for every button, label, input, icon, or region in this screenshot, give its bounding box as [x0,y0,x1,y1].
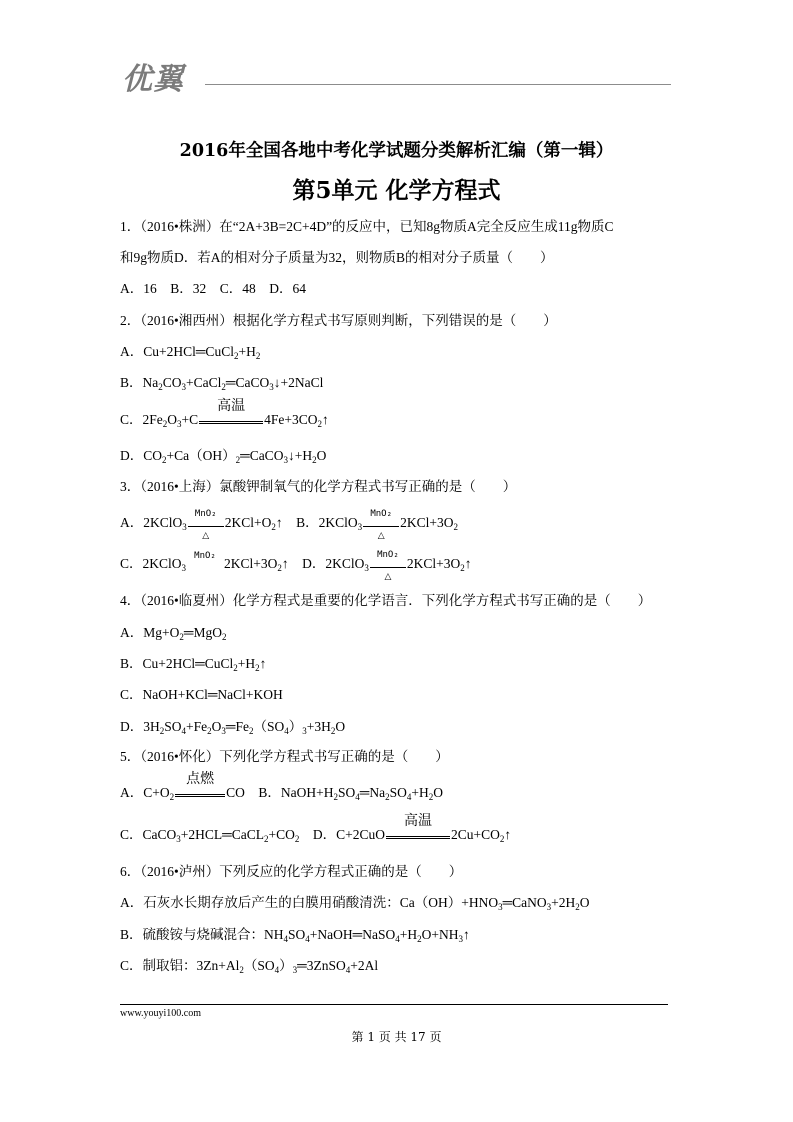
header-divider [205,84,671,85]
q6-option-a: A．石灰水长期存放后产生的白膜用硝酸清洗：$Ca(OH)+HNO_3═CaNO_3+2H_2O$ [120,895,590,912]
q3-options-cd: C．2KClO$_3$ MnO₂ $2KCl+3O_2↑$ D．2KClO$_3$ MnO₂ △ $2KCl+3O_2↑$ [120,550,472,582]
q5-options-ab: A．$C+O_2$ 点燃 CO B．$NaOH+H_2SO_4═Na_2SO_4+H_2O$ [120,771,443,802]
reaction-condition: 高温 [386,827,450,839]
q1-stem-line1: 1．（2016•株洲）在“2A+3B=2C+4D”的反应中，已知8g物质A完全反应生成11g物质C [120,219,614,234]
q1-stem-line2: 和9g物质D．若A的相对分子质量为32，则物质B的相对分子质量（ ） [120,250,554,265]
q4-option-d: D．$3H_2SO_4+Fe_2O_3═Fe_2(SO_4)_3+3H_2O$ [120,719,346,736]
page-number: 第 1 页 共 17 页 [351,1030,442,1044]
document-title: 2016年全国各地中考化学试题分类解析汇编（第一辑） [179,141,614,161]
q2-option-d: D．$CO_2+Ca(OH)_2═CaCO_3↓+H_2O$ [120,448,327,465]
footer-divider [120,1004,668,1005]
logo: 优翼 [122,62,184,97]
q6-option-b: B．硫酸铵与烧碱混合：$NH_4SO_4+NaOH═NaSO_4+H_2O+NH_3↑$ [120,927,470,944]
q2-option-b: B．$Na_2CO_3+CaCl_2═CaCO_3↓+2NaCl$ [120,375,324,392]
reaction-condition: MnO₂ △ [370,560,406,568]
reaction-condition: MnO₂ △ [188,519,224,527]
q4-option-b: B．$Cu+2HCl═CuCl_2+H_2↑$ [120,656,267,673]
reaction-condition: 点燃 [175,785,225,797]
q2-stem: 2．（2016•湘西州）根据化学方程式书写原则判断，下列错误的是（ ） [120,313,557,328]
q1-options: A．16 B．32 C．48 D．64 [120,281,307,296]
footer-url[interactable]: www.youyi100.com [120,1008,202,1019]
q4-option-a: A．$Mg+O_2═MgO_2$ [120,625,227,642]
q3-options-ab: A．2KClO$_3$ MnO₂ △ $2KCl+O_2↑$ B．2KClO$_3$ MnO₂ △ $2KCl+3O_2$ [120,509,459,541]
q4-option-c: C．NaOH+KCl═NaCl+KOH [120,687,283,702]
q5-stem: 5．（2016•怀化）下列化学方程式书写正确的是（ ） [120,749,449,764]
q3-stem: 3．（2016•上海）氯酸钾制氧气的化学方程式书写正确的是（ ） [120,479,517,494]
reaction-condition: 高温 [199,412,263,424]
q2-option-a: A．$Cu+2HCl═CuCl_2+H_2$ [120,344,261,361]
q2-option-c: C．$2Fe_2O_3+C$ 高温 $4Fe+3CO_2↑$ [120,398,329,429]
q4-stem: 4．（2016•临夏州）化学方程式是重要的化学语言．下列化学方程式书写正确的是（ ） [120,593,652,608]
q6-option-c: C．制取铝：$3Zn+Al_2(SO_4)_3═3ZnSO_4+2Al$ [120,958,379,975]
q5-options-cd: C．$CaCO_3+2HCL═CaCL_2+CO_2$ D．C+2CuO 高温 $2Cu+CO_2↑$ [120,813,512,844]
q6-stem: 6．（2016•泸州）下列反应的化学方程式正确的是（ ） [120,864,463,879]
unit-title: 第5单元 化学方程式 [292,177,501,204]
reaction-condition: MnO₂ △ [363,519,399,527]
reaction-condition: MnO₂ [194,551,216,561]
